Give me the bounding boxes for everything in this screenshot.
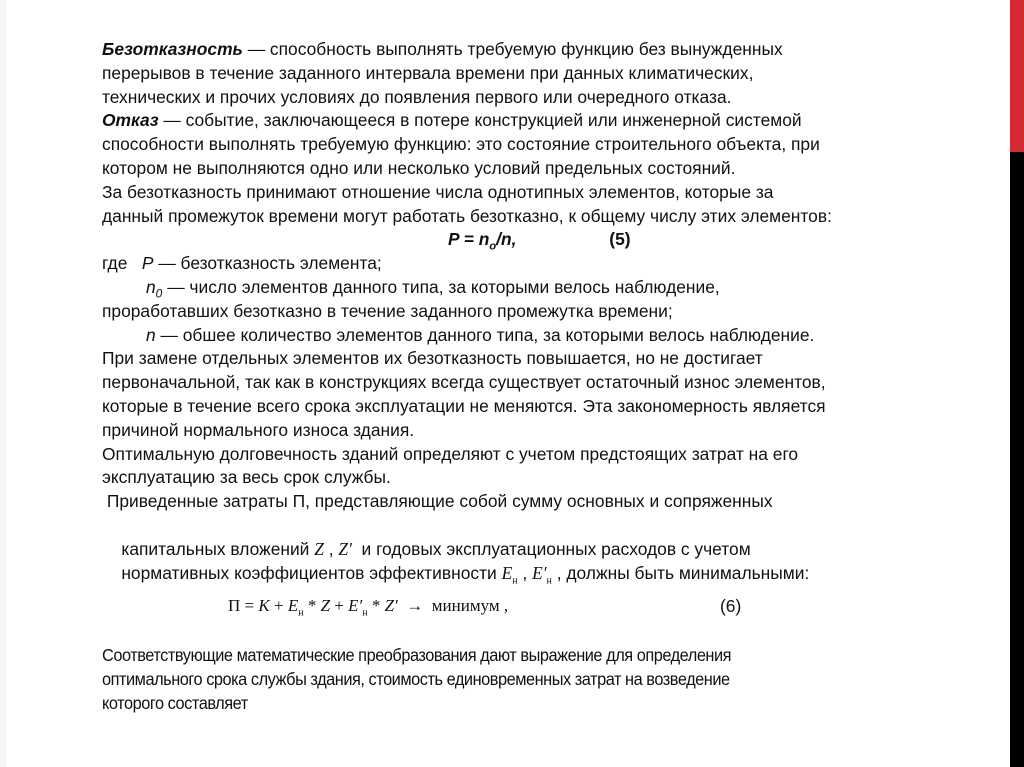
text-line: первоначальной, так как в конструкциях всегда существует остаточный износ элементов, xyxy=(102,372,826,393)
text-line: эксплуатацию за весь срок службы. xyxy=(102,467,391,488)
definition-reliability xyxy=(102,38,962,62)
text-line: За безотказность принимают отношение числа однотипных элементов, которые за xyxy=(102,181,774,202)
text-line: технических и прочих условиях до появления первого или очередного отказа. xyxy=(102,86,732,107)
symbol-z: Z xyxy=(320,596,331,615)
text-line-capital-investments xyxy=(102,514,962,559)
subscript: н xyxy=(298,607,304,619)
formula-subscript: o xyxy=(489,240,497,253)
term-failure: Отказ xyxy=(102,110,159,131)
text-line: Оптимальную долговечность зданий определяют с учетом предстоящих затрат на его xyxy=(102,443,799,464)
symbol: E′ xyxy=(532,562,547,583)
symbol-k: K xyxy=(258,596,270,615)
formula-word-minimum: минимум , xyxy=(431,596,509,615)
symbol-z: Z xyxy=(314,538,324,559)
text-line: Приведенные затраты П, представляющие собой сумму основных и сопряженных xyxy=(102,491,773,512)
formula-lhs: P = n xyxy=(448,229,490,250)
equation-number-6: (6) xyxy=(720,596,742,616)
text: — способность выполнять требуемую функцию без вынужденных xyxy=(242,39,783,59)
symbol-e-prime: E′ xyxy=(348,596,363,615)
accent-bar-red xyxy=(1010,0,1024,152)
text: и годовых эксплуатационных расходов с учетом xyxy=(351,538,751,559)
subscript: н xyxy=(362,607,368,619)
separator: , xyxy=(323,538,339,559)
slide-left-edge xyxy=(0,0,6,767)
term-reliability: Безотказность xyxy=(102,39,243,59)
equation-number-5: (5) xyxy=(609,229,631,250)
operator: * xyxy=(367,596,385,615)
accent-bar-black xyxy=(1010,152,1024,767)
text: — число элементов данного типа, за которыми велось наблюдение, xyxy=(162,276,720,297)
symbol-e: E xyxy=(287,596,299,615)
text: нормативных коэффициентов эффективности xyxy=(121,562,502,583)
where-n xyxy=(102,324,962,348)
symbol-e-n-prime xyxy=(532,562,552,586)
text: — событие, заключающееся в потере конструкцией или инженерной системой xyxy=(158,110,802,131)
operator: + xyxy=(330,596,349,615)
text-line: При замене отдельных элементов их безотказность повышается, но не достигает xyxy=(102,348,763,369)
separator: , xyxy=(517,562,533,583)
text-line: оптимального срока службы здания, стоимость единовременных затрат на возведение xyxy=(102,669,730,689)
where-label: где xyxy=(102,253,142,274)
symbol: n xyxy=(146,276,156,297)
text: — обшее количество элементов данного типа, за которыми велось наблюдение. xyxy=(155,324,815,345)
definition-failure xyxy=(102,109,962,133)
text-line: способности выполнять требуемую функцию: это состояние строительного объекта, при xyxy=(102,134,820,155)
concluding-paragraph xyxy=(102,643,910,715)
arrow-icon: → xyxy=(397,596,432,615)
text: — безотказность элемента; xyxy=(153,253,382,274)
text: , должны быть минимальными: xyxy=(551,562,810,583)
formula-5-expression xyxy=(448,229,517,253)
operator: * xyxy=(303,596,321,615)
text-line: которого составляет xyxy=(102,693,248,713)
text-line: Соответствующие математические преобразования дают выражение для определения xyxy=(102,645,732,665)
formula-6 xyxy=(228,596,508,618)
slide-body xyxy=(102,38,962,586)
text-line: причиной нормального износа здания. xyxy=(102,419,415,440)
where-p xyxy=(102,252,962,276)
text-line: котором не выполняются одно или несколько условий предельных состояний. xyxy=(102,157,736,178)
symbol-z-prime: Z′ xyxy=(384,596,398,615)
subscript: н xyxy=(512,575,518,586)
subscript: н xyxy=(546,575,552,586)
formula-5 xyxy=(102,228,962,252)
formula-rhs: /n, xyxy=(496,229,517,250)
where-n0 xyxy=(102,276,962,300)
symbol: E xyxy=(501,562,513,583)
symbol-e-n xyxy=(501,562,518,586)
symbol-n: n xyxy=(146,324,156,345)
symbol-z-prime: Z′ xyxy=(338,538,352,559)
symbol-n0 xyxy=(146,276,163,301)
operator: + xyxy=(269,596,288,615)
text-line: данный промежуток времени могут работать безотказно, к общему числу этих элементов: xyxy=(102,205,832,226)
subscript: 0 xyxy=(155,286,163,301)
formula-lhs: П = xyxy=(228,596,259,615)
symbol-p: P xyxy=(141,253,154,274)
text-line: которые в течение всего срока эксплуатации не меняются. Эта закономерность является xyxy=(102,395,826,416)
text: капитальных вложений xyxy=(121,538,315,559)
text-line: проработавших безотказно в течение заданного промежутка времени; xyxy=(102,300,673,321)
text-line: перерывов в течение заданного интервала времени при данных климатических, xyxy=(102,62,754,83)
